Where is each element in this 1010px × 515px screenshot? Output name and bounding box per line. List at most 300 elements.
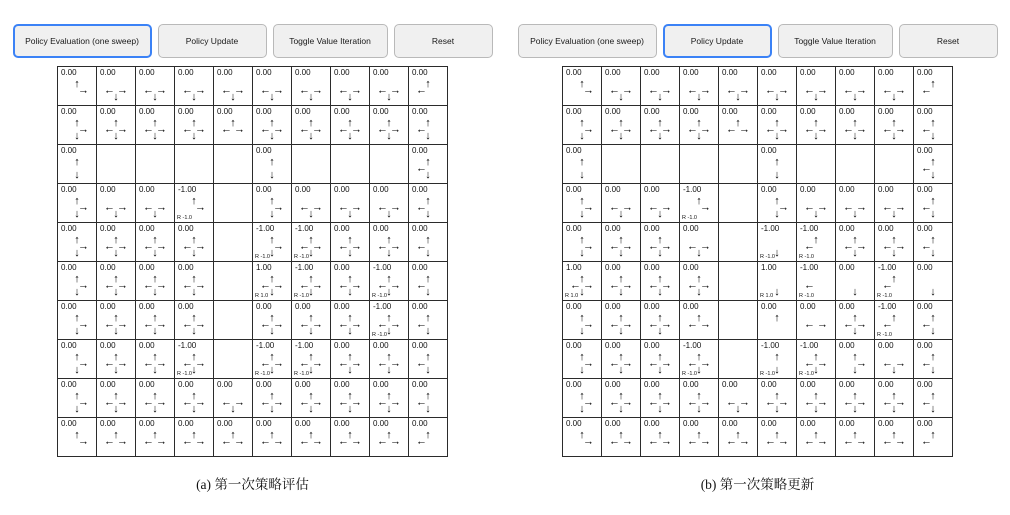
grid-cell[interactable] [370, 340, 409, 379]
grid-cell[interactable] [97, 106, 136, 145]
grid-cell[interactable] [641, 223, 680, 262]
policy-evaluation-button[interactable] [13, 24, 152, 58]
grid-cell[interactable] [680, 379, 719, 418]
grid-cell[interactable] [97, 223, 136, 262]
arrow-up-icon: ↑ [152, 429, 158, 441]
grid-cell[interactable] [370, 106, 409, 145]
cell-value: 0.00 [683, 68, 699, 77]
arrow-up-icon: ↑ [891, 273, 897, 285]
grid-cell[interactable] [370, 67, 409, 106]
grid-cell[interactable] [97, 340, 136, 379]
cell-value: 0.00 [100, 263, 116, 272]
grid-cell[interactable] [641, 106, 680, 145]
cell-value: 0.00 [334, 107, 350, 116]
toggle-value-iteration-button[interactable] [273, 24, 388, 58]
grid-cell[interactable] [875, 301, 914, 340]
grid-cell[interactable] [602, 262, 641, 301]
grid-cell[interactable] [58, 67, 97, 106]
gridworld [0, 66, 505, 457]
grid-cell[interactable] [914, 262, 953, 301]
arrow-right-icon: → [817, 84, 828, 97]
grid-cell[interactable] [875, 67, 914, 106]
grid-cell[interactable] [563, 418, 602, 457]
grid-cell[interactable] [292, 301, 331, 340]
arrow-stack [144, 431, 166, 453]
cell-policy-arrows [602, 352, 640, 376]
arrow-left-icon: ← [882, 279, 893, 292]
cell-policy-arrows [253, 274, 291, 298]
grid-cell[interactable] [563, 262, 602, 301]
arrow-stack [66, 431, 88, 453]
grid-cell[interactable] [758, 418, 797, 457]
grid-cell[interactable] [370, 184, 409, 223]
grid-cell[interactable] [836, 301, 875, 340]
arrow-stack [571, 275, 593, 297]
arrow-left-icon: ← [260, 123, 271, 136]
cell-policy-arrows [58, 391, 96, 415]
grid-cell[interactable] [136, 223, 175, 262]
arrow-stack [222, 431, 244, 453]
cell-policy-arrows [602, 79, 640, 103]
cell-policy-arrows [253, 157, 291, 181]
grid-cell[interactable] [641, 67, 680, 106]
grid-cell[interactable] [292, 184, 331, 223]
grid-cell[interactable] [409, 145, 448, 184]
arrow-right-icon: → [739, 84, 750, 97]
grid-cell[interactable] [758, 67, 797, 106]
grid-cell[interactable] [602, 301, 641, 340]
grid-cell[interactable] [175, 340, 214, 379]
grid-cell[interactable] [563, 106, 602, 145]
grid-cell[interactable] [253, 379, 292, 418]
grid-cell[interactable] [875, 184, 914, 223]
grid-cell[interactable] [758, 379, 797, 418]
grid-cell[interactable] [602, 184, 641, 223]
grid-cell[interactable] [370, 379, 409, 418]
grid-cell[interactable] [758, 340, 797, 379]
grid-cell[interactable] [641, 262, 680, 301]
grid-cell[interactable] [836, 379, 875, 418]
grid-cell[interactable] [331, 67, 370, 106]
grid-cell[interactable] [253, 418, 292, 457]
grid-cell[interactable] [563, 67, 602, 106]
grid-cell[interactable] [409, 418, 448, 457]
grid-cell[interactable] [602, 67, 641, 106]
arrow-right-icon: → [622, 240, 633, 253]
grid-cell[interactable] [58, 340, 97, 379]
grid-cell[interactable] [331, 340, 370, 379]
arrow-left-icon: ← [882, 318, 893, 331]
grid-cell[interactable] [58, 184, 97, 223]
grid-cell[interactable] [136, 184, 175, 223]
cell-value: 0.00 [334, 380, 350, 389]
cell-policy-arrows [914, 118, 952, 142]
cell-policy-arrows [641, 274, 679, 298]
arrow-stack [417, 392, 439, 414]
grid-cell[interactable] [331, 301, 370, 340]
grid-cell[interactable] [253, 184, 292, 223]
grid-cell[interactable] [331, 262, 370, 301]
grid-cell[interactable] [370, 262, 409, 301]
grid-cell[interactable] [680, 184, 719, 223]
arrow-stack [766, 197, 788, 219]
arrow-right-icon: → [661, 240, 672, 253]
grid-cell[interactable] [914, 106, 953, 145]
grid-cell[interactable] [758, 145, 797, 184]
arrow-up-icon: ↑ [74, 390, 80, 402]
grid-cell[interactable] [641, 301, 680, 340]
grid-cell[interactable] [797, 184, 836, 223]
cell-value: 0.00 [139, 185, 155, 194]
arrow-left-icon: ← [687, 84, 698, 97]
cell-value: -1.00 [373, 302, 392, 311]
cell-policy-arrows [58, 118, 96, 142]
cell-value: -1.00 [178, 341, 197, 350]
grid-cell[interactable] [797, 262, 836, 301]
cell-policy-arrows [370, 274, 408, 298]
grid-cell[interactable] [58, 301, 97, 340]
arrow-up-icon: ↑ [696, 273, 702, 285]
cell-policy-arrows [214, 391, 252, 415]
grid-cell[interactable] [175, 184, 214, 223]
cell-policy-arrows [58, 235, 96, 259]
grid-cell[interactable] [409, 340, 448, 379]
grid-cell[interactable] [136, 301, 175, 340]
grid-cell[interactable] [253, 340, 292, 379]
grid-cell[interactable] [97, 184, 136, 223]
grid-cell[interactable] [875, 223, 914, 262]
grid-cell[interactable] [175, 418, 214, 457]
cell-value: 0.00 [917, 68, 933, 77]
policy-update-button[interactable] [663, 24, 772, 58]
grid-cell[interactable] [914, 418, 953, 457]
arrow-right-icon: → [817, 357, 828, 370]
grid-cell[interactable] [719, 106, 758, 145]
grid-cell[interactable] [797, 379, 836, 418]
grid-cell[interactable] [602, 379, 641, 418]
grid-cell[interactable] [409, 379, 448, 418]
grid-cell[interactable] [136, 67, 175, 106]
policy-evaluation-button[interactable] [518, 24, 657, 58]
grid-cell[interactable] [797, 223, 836, 262]
cell-value: 0.00 [644, 380, 660, 389]
grid-cell[interactable] [602, 106, 641, 145]
arrow-up-icon: ↑ [74, 312, 80, 324]
cell-value: 0.00 [256, 68, 272, 77]
grid-cell[interactable] [214, 418, 253, 457]
grid-cell[interactable] [563, 301, 602, 340]
cell-value: 0.00 [800, 380, 816, 389]
arrow-down-icon: ↓ [774, 91, 780, 103]
grid-cell[interactable] [292, 223, 331, 262]
grid-cell[interactable] [836, 223, 875, 262]
arrow-right-icon: → [817, 435, 828, 448]
grid-cell[interactable] [97, 67, 136, 106]
grid-cell[interactable] [253, 223, 292, 262]
grid-cell[interactable] [641, 418, 680, 457]
grid-cell[interactable] [641, 184, 680, 223]
grid-cell[interactable] [253, 67, 292, 106]
grid-cell[interactable] [136, 379, 175, 418]
arrow-down-icon: ↓ [579, 364, 585, 376]
grid-cell[interactable] [58, 379, 97, 418]
grid-cell[interactable] [370, 223, 409, 262]
grid-cell[interactable] [58, 106, 97, 145]
grid-cell[interactable] [836, 418, 875, 457]
cell-value: 0.00 [61, 302, 77, 311]
cell-policy-arrows [292, 274, 330, 298]
arrow-stack [339, 353, 361, 375]
cell-value: -1.00 [761, 341, 780, 350]
grid-cell[interactable] [370, 301, 409, 340]
grid-cell[interactable] [875, 262, 914, 301]
grid-cell[interactable] [409, 301, 448, 340]
arrow-left-icon: ← [726, 396, 737, 409]
arrow-down-icon: ↓ [269, 208, 275, 220]
arrow-stack [805, 392, 827, 414]
grid-cell[interactable] [680, 223, 719, 262]
grid-cell[interactable] [758, 262, 797, 301]
grid-cell[interactable] [175, 301, 214, 340]
grid-cell[interactable] [875, 106, 914, 145]
arrow-up-icon: ↑ [230, 429, 236, 441]
grid-cell[interactable] [253, 262, 292, 301]
grid-cell[interactable] [836, 262, 875, 301]
grid-cell[interactable] [214, 67, 253, 106]
cell-policy-arrows [331, 196, 369, 220]
cell-value: 0.00 [178, 68, 194, 77]
grid-cell[interactable] [680, 301, 719, 340]
grid-cell[interactable] [58, 418, 97, 457]
grid-cell[interactable] [136, 418, 175, 457]
grid-cell[interactable] [836, 106, 875, 145]
arrow-right-icon: → [312, 396, 323, 409]
cell-value: 0.00 [295, 380, 311, 389]
cell-policy-arrows [875, 79, 913, 103]
grid-cell[interactable] [563, 340, 602, 379]
arrow-up-icon: ↑ [269, 390, 275, 402]
grid-cell[interactable] [409, 106, 448, 145]
grid-cell[interactable] [97, 301, 136, 340]
grid-cell[interactable] [58, 262, 97, 301]
grid-cell[interactable] [875, 418, 914, 457]
grid-cell[interactable] [758, 301, 797, 340]
arrow-right-icon: → [117, 435, 128, 448]
arrow-stack [183, 119, 205, 141]
grid-cell[interactable] [214, 106, 253, 145]
cell-value: 0.00 [878, 341, 894, 350]
grid-cell[interactable] [292, 106, 331, 145]
grid-cell[interactable] [97, 418, 136, 457]
grid-cell[interactable] [719, 418, 758, 457]
arrow-down-icon: ↓ [74, 325, 80, 337]
grid-cell[interactable] [914, 340, 953, 379]
grid-cell[interactable] [758, 184, 797, 223]
arrow-right-icon: → [351, 396, 362, 409]
arrow-left-icon: ← [765, 123, 776, 136]
grid-cell[interactable] [797, 418, 836, 457]
arrow-up-icon: ↑ [579, 312, 585, 324]
cell-value: 0.00 [373, 107, 389, 116]
grid-cell[interactable] [175, 262, 214, 301]
arrow-up-icon: ↑ [308, 273, 314, 285]
grid-cell[interactable] [253, 145, 292, 184]
grid-cell[interactable] [292, 418, 331, 457]
grid-cell[interactable] [253, 301, 292, 340]
grid-cell[interactable] [175, 106, 214, 145]
grid-cell[interactable] [641, 379, 680, 418]
arrow-up-icon: ↑ [425, 390, 431, 402]
cell-policy-arrows [641, 313, 679, 337]
grid-cell[interactable] [253, 106, 292, 145]
toggle-value-iteration-button[interactable] [778, 24, 893, 58]
grid-cell[interactable] [58, 145, 97, 184]
grid-cell[interactable] [563, 184, 602, 223]
grid-cell[interactable] [97, 379, 136, 418]
reset-button[interactable] [394, 24, 493, 58]
arrow-up-icon: ↑ [386, 351, 392, 363]
grid-cell[interactable] [409, 262, 448, 301]
grid-cell[interactable] [680, 67, 719, 106]
grid-cell[interactable] [97, 262, 136, 301]
grid-cell[interactable] [214, 379, 253, 418]
cell-policy-arrows [680, 352, 718, 376]
cell-reward: R -1.0 [760, 371, 775, 377]
arrow-down-icon: ↓ [347, 208, 353, 220]
grid-cell[interactable] [175, 67, 214, 106]
grid-cell[interactable] [680, 106, 719, 145]
grid-cell[interactable] [719, 379, 758, 418]
grid-cell[interactable] [175, 379, 214, 418]
arrow-stack [66, 158, 88, 180]
arrow-down-icon: ↓ [425, 403, 431, 415]
arrow-left-icon: ← [882, 84, 893, 97]
arrow-up-icon: ↑ [930, 351, 936, 363]
grid-cell[interactable] [331, 418, 370, 457]
arrow-left-icon: ← [260, 84, 271, 97]
grid-cell[interactable] [797, 67, 836, 106]
grid-cell[interactable] [914, 379, 953, 418]
grid-cell[interactable] [136, 340, 175, 379]
grid-cell[interactable] [836, 184, 875, 223]
cell-policy-arrows [97, 196, 135, 220]
grid-cell-wall [836, 145, 875, 184]
cell-policy-arrows [331, 313, 369, 337]
grid-cell[interactable] [602, 418, 641, 457]
grid-cell[interactable] [797, 106, 836, 145]
grid-cell[interactable] [331, 223, 370, 262]
grid-cell[interactable] [875, 340, 914, 379]
arrow-down-icon: ↓ [308, 403, 314, 415]
grid-cell[interactable] [719, 67, 758, 106]
grid-cell[interactable] [914, 301, 953, 340]
arrow-stack [183, 431, 205, 453]
cell-value: 0.00 [61, 263, 77, 272]
arrow-up-icon: ↑ [269, 156, 275, 168]
arrow-down-icon: ↓ [579, 208, 585, 220]
cell-value: 0.00 [644, 341, 660, 350]
grid-cell[interactable] [409, 67, 448, 106]
grid-cell[interactable] [58, 223, 97, 262]
arrow-right-icon: → [583, 318, 594, 331]
grid-cell[interactable] [680, 418, 719, 457]
reset-button[interactable] [899, 24, 998, 58]
arrow-stack [417, 158, 439, 180]
cell-policy-arrows [175, 391, 213, 415]
grid-cell[interactable] [292, 262, 331, 301]
grid-cell[interactable] [563, 379, 602, 418]
grid-cell[interactable] [331, 184, 370, 223]
grid-cell[interactable] [602, 340, 641, 379]
arrow-left-icon: ← [416, 396, 427, 409]
grid-cell[interactable] [136, 262, 175, 301]
grid-cell[interactable] [914, 67, 953, 106]
grid-cell[interactable] [758, 223, 797, 262]
arrow-stack [378, 80, 400, 102]
grid-cell[interactable] [292, 379, 331, 418]
grid-cell[interactable] [836, 340, 875, 379]
arrow-up-icon: ↑ [269, 117, 275, 129]
arrow-right-icon: → [700, 357, 711, 370]
grid-cell[interactable] [292, 67, 331, 106]
grid-cell[interactable] [136, 106, 175, 145]
grid-cell[interactable] [680, 340, 719, 379]
grid-cell[interactable] [331, 106, 370, 145]
arrow-up-icon: ↑ [113, 312, 119, 324]
arrow-left-icon: ← [104, 435, 115, 448]
grid-cell[interactable] [914, 145, 953, 184]
grid-cell[interactable] [563, 223, 602, 262]
grid-cell[interactable] [914, 184, 953, 223]
cell-policy-arrows [797, 274, 835, 298]
cell-value: -1.00 [256, 224, 275, 233]
grid-cell[interactable] [331, 379, 370, 418]
arrow-left-icon: ← [299, 201, 310, 214]
arrow-left-icon: ← [104, 357, 115, 370]
grid-cell[interactable] [563, 145, 602, 184]
arrow-left-icon: ← [377, 318, 388, 331]
grid-cell[interactable] [797, 340, 836, 379]
arrow-left-icon: ← [609, 318, 620, 331]
grid-cell[interactable] [680, 262, 719, 301]
grid-cell[interactable] [602, 223, 641, 262]
arrow-right-icon: → [117, 279, 128, 292]
arrow-down-icon: ↓ [891, 130, 897, 142]
arrow-up-icon: ↑ [191, 312, 197, 324]
grid-cell-wall [875, 145, 914, 184]
grid-cell[interactable] [914, 223, 953, 262]
grid-cell[interactable] [875, 379, 914, 418]
grid-cell[interactable] [758, 106, 797, 145]
arrow-stack [844, 236, 866, 258]
arrow-right-icon: → [78, 240, 89, 253]
grid-cell[interactable] [797, 301, 836, 340]
grid-cell[interactable] [641, 340, 680, 379]
grid-cell[interactable] [409, 223, 448, 262]
cell-policy-arrows [409, 430, 447, 454]
arrow-right-icon: → [856, 123, 867, 136]
cell-reward: R -1.0 [177, 215, 192, 221]
button-label: Toggle Value Iteration [289, 36, 371, 46]
arrow-right-icon: → [195, 240, 206, 253]
policy-update-button[interactable] [158, 24, 267, 58]
arrow-left-icon: ← [609, 240, 620, 253]
grid-cell[interactable] [370, 418, 409, 457]
grid-cell[interactable] [836, 67, 875, 106]
grid-cell[interactable] [292, 340, 331, 379]
grid-cell[interactable] [175, 223, 214, 262]
grid-cell[interactable] [409, 184, 448, 223]
